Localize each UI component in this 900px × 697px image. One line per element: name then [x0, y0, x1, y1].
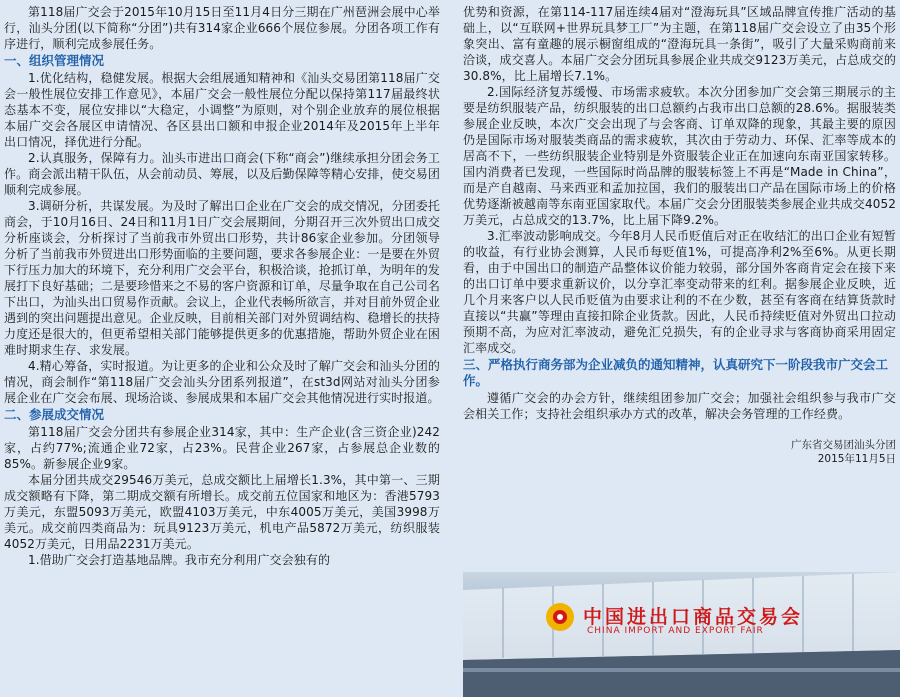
paragraph-brand-cont: 优势和资源，在第114-117届连续4届对“澄海玩具”区域品牌宣传推广活动的基础上，以“互联网+世界玩具梦工厂”为主题，在第118届广交会设立了由35个形象突出、富有童趣的展示橱窗组成的“澄海玩具一条街”，吸引了大量采购商前来洽谈，成交喜人。本届广交会分团玩具参展企业共成交9123万美元，占总成交的30.8%，比上届增长7.1%。 — [463, 5, 896, 83]
signature-org: 广东省交易团汕头分团 — [791, 439, 896, 451]
paragraph-service: 2.认真服务，保障有力。汕头市进出口商会(下称“商会”)继续承担分团会务工作。商会派出精干队伍，从会前动员、筹展，以及后勤保障等精心安排，使交易团顺利完成参展。 — [4, 151, 440, 197]
paragraph-exchange-rate: 3.汇率波动影响成交。今年8月人民币贬值后对正在收结汇的出口企业有短暂的收益，有行业协会测算，人民币每贬值1%，可提高净利2%至6%。从更长期看，由于中国出口的制造产品整体议价能力较弱，部分国外客商肯定会在接下来的出口订单中要求重新议价，以分享汇率变动带来的红利。据参展企业反映，近几个月来客户以人民币贬值为由要求让利的不在少数，甚至有客商在结算货款时直接以“共赢”等理由直接扣除企业货款。因此，人民币持续贬值对外贸出口拉动预期不高，为应对汇率波动，避免汇兑损失，有的企业寻求与客商协商采用固定汇率成交。 — [463, 229, 896, 355]
section-heading-results: 二、参展成交情况 — [4, 407, 105, 422]
paragraph-research: 3.调研分析，共谋发展。为及时了解出口企业在广交会的成交情况，分团委托商会，于10月16日、24日和11月1日广交会展期间，分期召开三次外贸出口成交分析座谈会，分析探讨了当前我市外贸出口形势，共计86家企业参加。分团领导分析了当前我市外贸进出口形势面临的主要问题，要求各参展企业：一是要在外贸下行压力加大的环境下，充分利用广交会平台，积极洽谈，抢抓订单，为明年的发展打下良好基础；二是要珍惜来之不易的客户资源和订单，尽量争取在自己公司名下出口，为汕头出口贸易作贡献。会议上，企业代表畅所欲言，并对目前外贸企业遇到的突出问题提出意见。企业反映，目前相关部门对外贸调结构、稳增长的扶持力度还是很大的，但更希望相关部门能够提供更多的优惠措施，帮助外贸企业在困难时期求生存、求发展。 — [4, 199, 440, 357]
section-heading-next-steps: 三、严格执行商务部为企业减负的通知精神，认真研究下一阶段我市广交会工作。 — [463, 357, 889, 388]
right-column — [463, 4, 896, 466]
fair-logo-icon — [546, 603, 574, 631]
paragraph-economy: 2.国际经济复苏缓慢、市场需求疲软。本次分团参加广交会第三期展示的主要是纺织服装产品，纺织服装的出口总额约占我市出口总额的28.6%。据服装类参展企业反映，本次广交会出现了与会客商、订单双降的现象，其最主要的原因仍是国际市场对服装类商品的需求疲软，其次由于劳动力、环保、汇率等成本的居高不下，一些纺织服装企业特别是外资服装企业正在加速向东南亚国家转移。国内消费者已发现，一些国际时尚品牌的服装标签上不再是“Made in China”，而是产自越南、马来西亚和孟加拉国，我们的服装出口产品在国际市场上的价格优势逐渐被越南等东南亚国家取代。本届广交会分团服装类参展企业共成交4052万美元，占总成交的13.7%，比上届下降9.2%。 — [463, 85, 896, 227]
intro-paragraph: 第118届广交会于2015年10月15日至11月4日分三期在广州琶洲会展中心举行，汕头分团(以下简称“分团”)共有314家企业666个展位参展。分团各项工作有序进行，顺利完成参展任务。 — [4, 5, 440, 51]
section-heading-organization: 一、组织管理情况 — [4, 53, 105, 68]
paragraph-exhibitors: 第118届广交会分团共有参展企业314家，其中：生产企业(含三资企业)242家，占约77%;流通企业72家，占23%。民营企业267家，占参展总企业数的85%。新参展企业9家。 — [4, 425, 440, 471]
paragraph-turnover: 本届分团共成交29546万美元，总成交额比上届增长1.3%，其中第一、三期成交额略有下降，第二期成交额有所增长。成交前五位国家和地区为：香港5793万美元，东盟5093万美元，欧盟4103万美元，中东4005万美元，美国3998万美元。成交前四类商品为：玩具9123万美元，机电产品5872万美元，纺织服装4052万美元，日用品2231万美元。 — [4, 473, 440, 551]
paragraph-structure: 1.优化结构，稳健发展。根据大会组展通知精神和《汕头交易团第118届广交会一般性展位安排工作意见》，本届广交会一般性展位分配以保持第117届最终状态基本不变，展位安排以“大稳定，小调整”为原则，对个别企业放弃的展位根据本届广交会各展区申请情况、各区县出口额和申报企业2014年及2015年上半年出口情况，择优进行分配。 — [4, 71, 440, 149]
signature-date: 2015年11月5日 — [817, 453, 896, 465]
fair-sign-text: 中国进出口商品交易会 — [583, 606, 804, 628]
fair-building-photo — [463, 572, 900, 697]
paragraph-reporting: 4.精心筹备，实时报道。为让更多的企业和公众及时了解广交会和汕头分团的情况，商会制作“第118届广交会汕头分团系列报道”，在st3d网站对汕头分团参展企业在广交会布展、现场洽谈、参展成果和本届广交会其他情况进行实时报道。 — [4, 359, 440, 405]
left-column — [4, 4, 440, 568]
fair-sign-subtext: CHINA IMPORT AND EXPORT FAIR — [587, 626, 764, 636]
paragraph-policy: 遵循广交会的办会方针，继续组团参加广交会；加强社会组织参与我市广交会相关工作；支持社会组织承办方式的改革，解决会务管理的工作经费。 — [463, 391, 896, 421]
paragraph-brand-start: 1.借助广交会打造基地品牌。我市充分利用广交会独有的 — [28, 553, 331, 567]
